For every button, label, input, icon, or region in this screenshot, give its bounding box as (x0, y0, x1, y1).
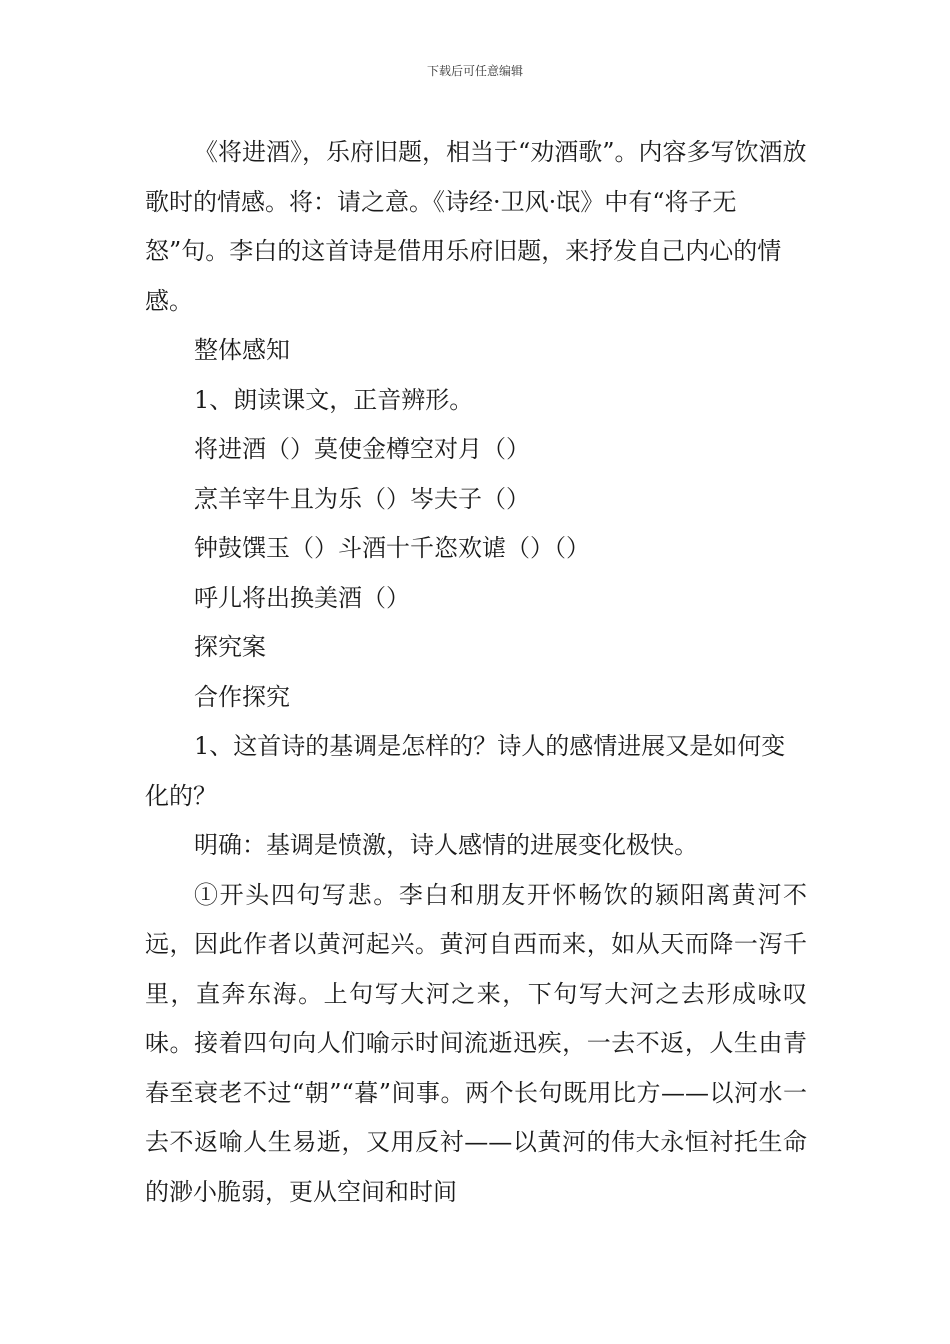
task-1: 1、朗读课文，正音辨形。 (194, 385, 474, 414)
pronunciation-line-3: 钟鼓馔玉（）斗酒十千恣欢谑（）（） (194, 534, 590, 562)
pronunciation-line-4: 呼儿将出换美酒（） (194, 583, 410, 612)
answer-intro: 明确：基调是愤激，诗人感情的进展变化极快。 (194, 831, 698, 859)
header-note: 下载后可任意编辑 (426, 64, 523, 78)
pronunciation-line-1: 将进酒（）莫使金樽空对月（） (194, 435, 530, 463)
question-1: 1、这首诗的基调是怎样的？诗人的感情进展又是如何变化的？ (145, 732, 786, 810)
section-heading-explore: 探究案 (194, 633, 266, 661)
section-heading-overall: 整体感知 (194, 336, 290, 364)
pronunciation-line-2: 烹羊宰牛且为乐（）岑夫子（） (194, 484, 530, 513)
intro-paragraph: 《将进酒》，乐府旧题，相当于“劝酒歌”。内容多写饮酒放歌时的情感。将：请之意。《诗经·卫风·氓》中有“将子无怒”句。李白的这首诗是借用乐府旧题，来抒发自己内心的情感。 (145, 138, 807, 315)
section-heading-coop: 合作探究 (194, 682, 290, 711)
document-body (145, 128, 807, 1217)
answer-point-1: ①开头四句写悲。李白和朋友开怀畅饮的颍阳离黄河不远，因此作者以黄河起兴。黄河自西而来，如从天而降一泻千里，直奔东海。上句写大河之来，下句写大河之去形成咏叹味。接着四句向人们喻示时间流逝迅疾，一去不返，人生由青春至衰老不过“朝”“暮”间事。两个长句既用比方——以河水一去不返喻人生易逝，又用反衬——以黄河的伟大永恒衬托生命的渺小脆弱，更从空间和时间 (145, 880, 807, 1206)
